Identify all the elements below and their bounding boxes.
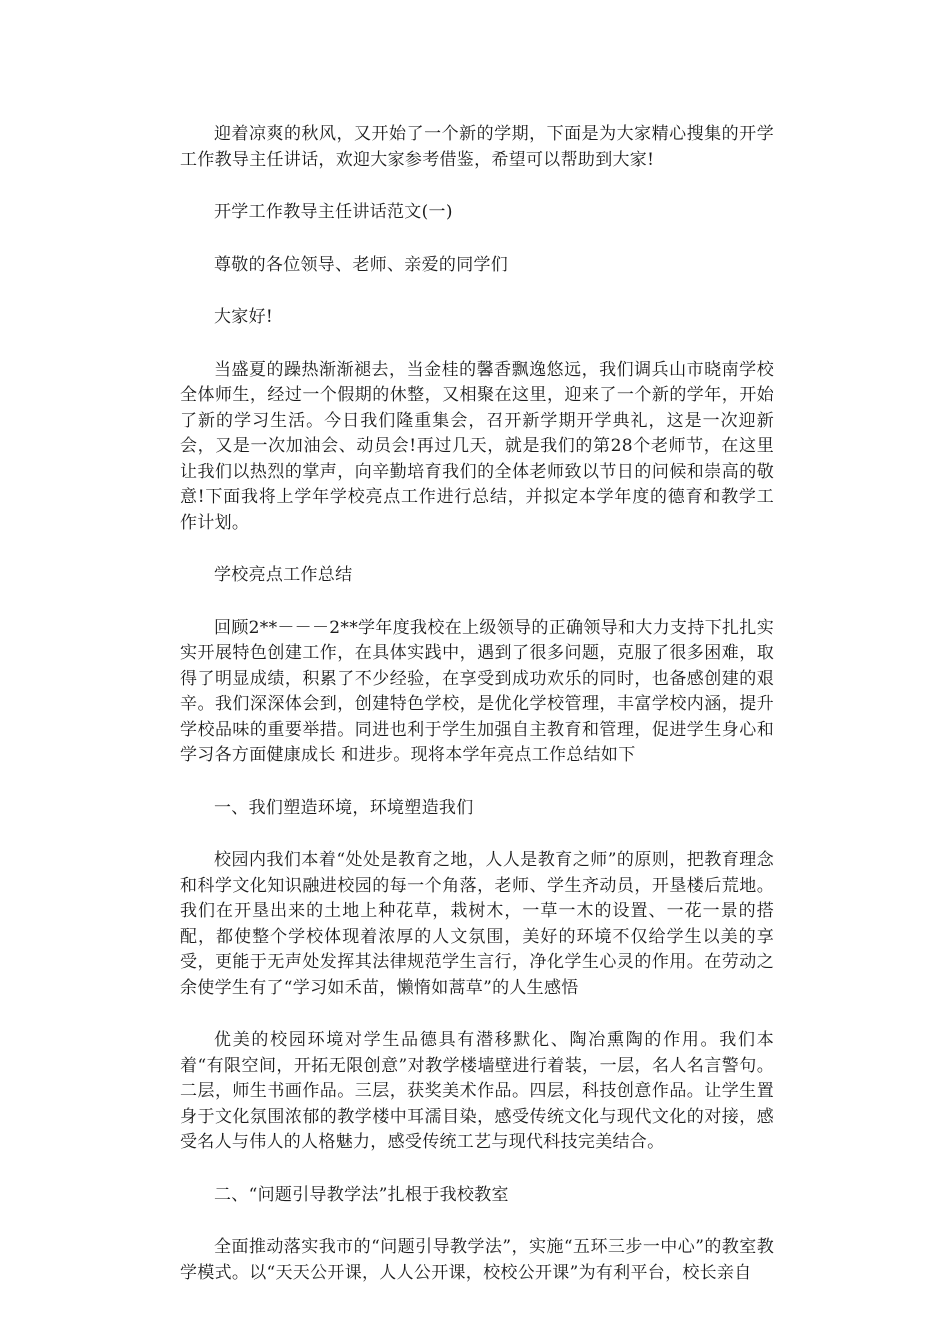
intro-paragraph: 迎着凉爽的秋风，又开始了一个新的学期，下面是为大家精心搜集的开学工作教导主任讲话，欢迎大家参考借鉴，希望可以帮助到大家! [180,124,774,170]
section-title: 开学工作教导主任讲话范文(一) [214,202,453,222]
subsection-heading: 学校亮点工作总结 [214,565,353,585]
salutation: 尊敬的各位领导、老师、亲爱的同学们 [214,254,509,275]
body-paragraph: 回顾2**－－－2**学年度我校在上级领导的正确领导和大力支持下扎扎实实开展特色创建工作，在具体实践中，遇到了很多问题，克服了很多困难，取得了明显成绩，积累了不少经验，在享受到成功欢乐的同时，也备感创建的艰辛。我们深深体会到，创建特色学校，是优化学校管理，丰富学校内涵，提升学校品味的重要举措。同进也利于学生加强自主教育和管理，促进学生身心和学习各方面健康成长 和进步。现将本学年亮点工作总结如下 [180,617,774,765]
body-paragraph: 当盛夏的躁热渐渐褪去，当金桂的馨香飘逸悠远，我们调兵山市晓南学校全体师生，经过一个假期的休整，又相聚在这里，迎来了一个新的学年，开始了新的学习生活。今日我们隆重集会，召开新学期开学典礼，这是一次迎新会，又是一次加油会、动员会!再过几天，就是我们的第28个老师节，在这里让我们以热烈的掌声，向辛勤培育我们的全体老师致以节日的问候和崇高的敬意!下面我将上学年学校亮点工作进行总结，并拟定本学年度的德育和教学工作计划。 [180,359,774,533]
subsection-heading: 一、我们塑造环境，环境塑造我们 [214,797,474,818]
body-paragraph: 校园内我们本着“处处是教育之地，人人是教育之师”的原则，把教育理念和科学文化知识融进校园的每一个角落，老师、学生齐动员，开垦楼后荒地。我们在开垦出来的土地上种花草，栽树木，一草一木的设置、一花一景的搭配，都使整个学校体现着浓厚的人文氛围，美好的环境不仅给学生以美的享受，更能于无声处发挥其法律规范学生言行，净化学生心灵的作用。在劳动之余使学生有了“学习如禾苗，懒惰如蒿草”的人生感悟 [180,850,774,998]
body-paragraph: 全面推动落实我市的“问题引导教学法”，实施“五环三步一中心”的教室教学模式。以“天天公开课，人人公开课，校校公开课”为有利平台，校长亲自 [180,1237,774,1283]
greeting: 大家好! [214,307,274,327]
body-paragraph: 优美的校园环境对学生品德具有潜移默化、陶冶熏陶的作用。我们本着“有限空间，开拓无限创意”对教学楼墙壁进行着装，一层，名人名言警句。二层，师生书画作品。三层，获奖美术作品。四层，科技创意作品。让学生置身于文化氛围浓郁的教学楼中耳濡目染，感受传统文化与现代文化的对接，感受名人与伟人的人格魅力，感受传统工艺与现代科技完美结合。 [180,1030,774,1152]
subsection-heading: 二、“问题引导教学法”扎根于我校教室 [214,1184,509,1205]
document-body [180,122,774,1313]
